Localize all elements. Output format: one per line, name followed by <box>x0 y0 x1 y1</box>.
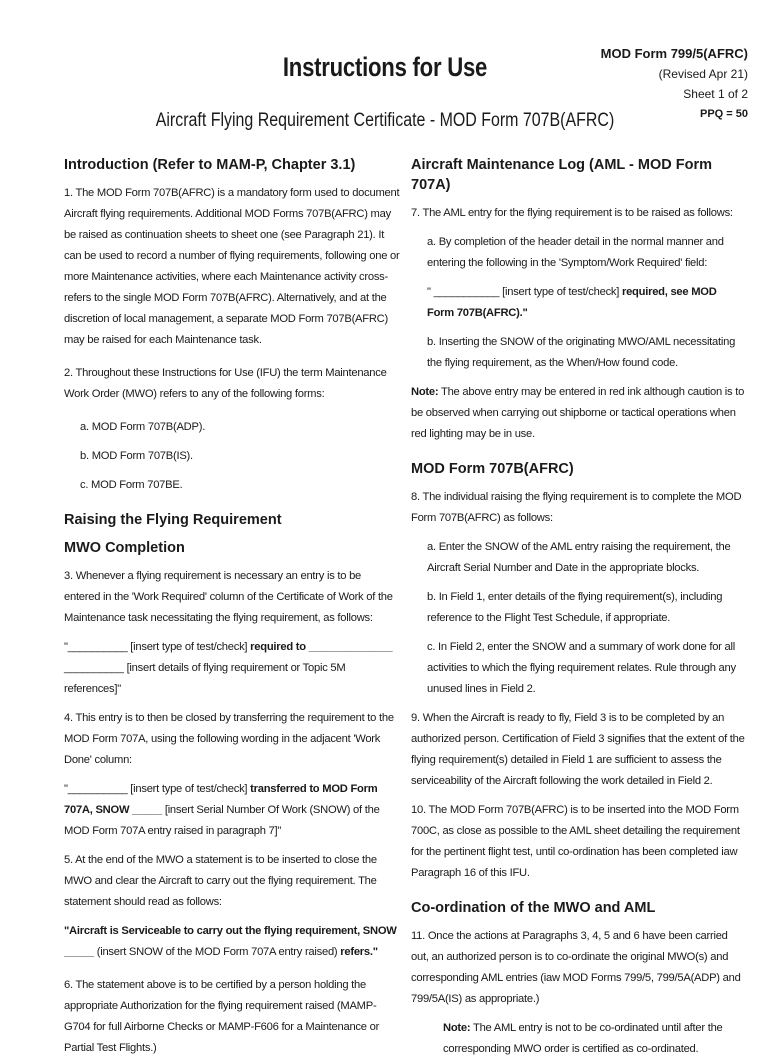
paragraph-4: 4. This entry is to then be closed by transferring the requirement to the MOD Form 707A, using the following wording in the adjacent 'Work Done' column: <box>64 712 394 766</box>
list-item-8c: c. In Field 2, enter the SNOW and a summary of work done for all activities to which the flying requirement relates. Rule through any unused lines in Field 2. <box>427 641 736 695</box>
quote-3-rest: (insert SNOW of the MOD Form 707A entry raised) <box>93 946 341 958</box>
paragraph-2: 2. Throughout these Instructions for Use (IFU) the term Maintenance Work Order (MWO) refers to any of the following forms: <box>64 367 387 400</box>
list-item-7a: a. By completion of the header detail in the normal manner and entering the following in the 'Symptom/Work Required' field: <box>427 236 724 269</box>
quote-entry-3 <box>64 921 400 963</box>
quote-2-bold: transferred to MOD Form 707A, SNOW _____ <box>64 783 378 816</box>
paragraph-9: 9. When the Aircraft is ready to fly, Field 3 is to be completed by an authorized person. Certification of Field 3 signifies that the extent of the flying requirement(s) detailed in Field 1 are sufficient to assess the serviceability of the Aircraft following the work detailed in Field 2. <box>411 712 745 787</box>
quote-3-bold: "Aircraft is Serviceable to carry out the flying requirement, SNOW _____ <box>64 925 397 958</box>
quote-entry-2 <box>64 779 400 842</box>
list-item-7b: b. Inserting the SNOW of the originating MWO/AML necessitating the flying requirement, as the When/How found code. <box>427 336 736 369</box>
quote-entry-1 <box>64 637 400 700</box>
revision-date: (Revised Apr 21) <box>658 67 748 81</box>
paragraph-5: 5. At the end of the MWO a statement is to be inserted to close the MWO and clear the Aircraft to carry out the flying requirement. The statement should read as follows: <box>64 854 377 908</box>
left-column <box>64 155 400 1059</box>
list-item-2c: c. MOD Form 707BE. <box>80 479 183 491</box>
paragraph-8: 8. The individual raising the flying requirement is to complete the MOD Form 707B(AFRC) as follows: <box>411 491 742 524</box>
note-2-text: The AML entry is not to be co-ordinated until after the corresponding MWO order is certified as co-ordinated. <box>443 1022 723 1055</box>
paragraph-1: 1. The MOD Form 707B(AFRC) is a mandatory form used to document Aircraft flying requirements. Additional MOD Forms 707B(AFRC) may be raised as continuation sheets to sheet one (see Paragraph 21). It can be used to record a number of flying requirements, following one or more Maintenance activities, where each Maintenance activity cross-refers to the single MOD Form 707B(AFRC). Alternatively, and at the discretion of local management, a separate MOD Form 707B(AFRC) may be raised for each Maintenance task. <box>64 187 400 346</box>
list-item-8a: a. Enter the SNOW of the AML entry raising the requirement, the Aircraft Serial Number and Date in the appropriate blocks. <box>427 541 731 574</box>
paragraph-3: 3. Whenever a flying requirement is necessary an entry is to be entered in the 'Work Required' column of the Certificate of Work of the Maintenance task necessitating the flying requirement, as follows: <box>64 570 393 624</box>
form-id: MOD Form 799/5(AFRC) <box>600 46 748 61</box>
section-heading-mod-form-707b: MOD Form 707B(AFRC) <box>411 461 574 477</box>
paragraph-6: 6. The statement above is to be certified by a person holding the appropriate Authorization for the flying requirement raised (MAMP-G704 for full Airborne Checks or MAMP-F606 for a Maintenance or Partial Test Flights.) <box>64 979 380 1054</box>
quote-2-rest: [insert Serial Number Of Work (SNOW) of the MOD Form 707A entry raised in paragraph 7]" <box>64 804 380 837</box>
quote-1-bold: required to ______________ <box>250 641 393 653</box>
quote-1-start: "__________ [insert type of test/check] <box>64 641 251 653</box>
paragraph-10: 10. The MOD Form 707B(AFRC) is to be inserted into the MOD Form 700C, as close as possible to the AML sheet detailing the requirement for the pertinent flight test, until co-ordination has been completed iaw Paragraph 16 of this IFU. <box>411 804 740 879</box>
note-1-text: The above entry may be entered in red ink although caution is to be observed when carrying out shipborne or tactical operations when red lighting may be in use. <box>411 386 745 440</box>
sheet-number: Sheet 1 of 2 <box>683 87 748 101</box>
list-item-2a: a. MOD Form 707B(ADP). <box>80 421 206 433</box>
paragraph-11: 11. Once the actions at Paragraphs 3, 4, 5 and 6 have been carried out, an authorized person is to co-ordinate the original MWO(s) and corresponding AML entries (iaw MOD Forms 799/5, 799/5A(ADP) and 799/5A(IS) as appropriate.) <box>411 930 741 1005</box>
right-column <box>411 155 745 1060</box>
note-1-label: Note: <box>411 386 439 398</box>
page-subtitle: Aircraft Flying Requirement Certificate - MOD Form 707B(AFRC) <box>155 110 615 131</box>
quote-4-start: " ___________ [insert type of test/check] <box>427 286 622 298</box>
note-2 <box>411 1018 745 1060</box>
section-heading-coordination: Co-ordination of the MWO and AML <box>411 900 656 916</box>
section-heading-raising: Raising the Flying Requirement <box>64 512 282 528</box>
quote-4-bold: required, see MOD Form 707B(AFRC)." <box>427 286 717 319</box>
section-heading-aml: Aircraft Maintenance Log (AML - MOD Form 707A) <box>411 157 713 193</box>
quote-entry-4 <box>411 282 745 324</box>
ppq-label: PPQ = 50 <box>699 108 748 120</box>
paragraph-7: 7. The AML entry for the flying requirement is to be raised as follows: <box>411 207 733 219</box>
list-item-8b: b. In Field 1, enter details of the flying requirement(s), including reference to the Flight Test Schedule, if appropriate. <box>427 591 723 624</box>
note-1 <box>411 382 745 445</box>
quote-3-end: refers." <box>340 946 378 958</box>
note-2-label: Note: <box>443 1022 471 1034</box>
quote-2-start: "__________ [insert type of test/check] <box>64 783 251 795</box>
form-meta <box>548 44 748 124</box>
section-heading-mwo-completion: MWO Completion <box>64 540 185 556</box>
list-item-2b: b. MOD Form 707B(IS). <box>80 450 193 462</box>
quote-1-rest: __________ [insert details of flying requirement or Topic 5M references]" <box>64 662 346 695</box>
page-title: Instructions for Use <box>282 52 488 82</box>
section-heading-introduction: Introduction (Refer to MAM-P, Chapter 3.1) <box>64 157 356 173</box>
